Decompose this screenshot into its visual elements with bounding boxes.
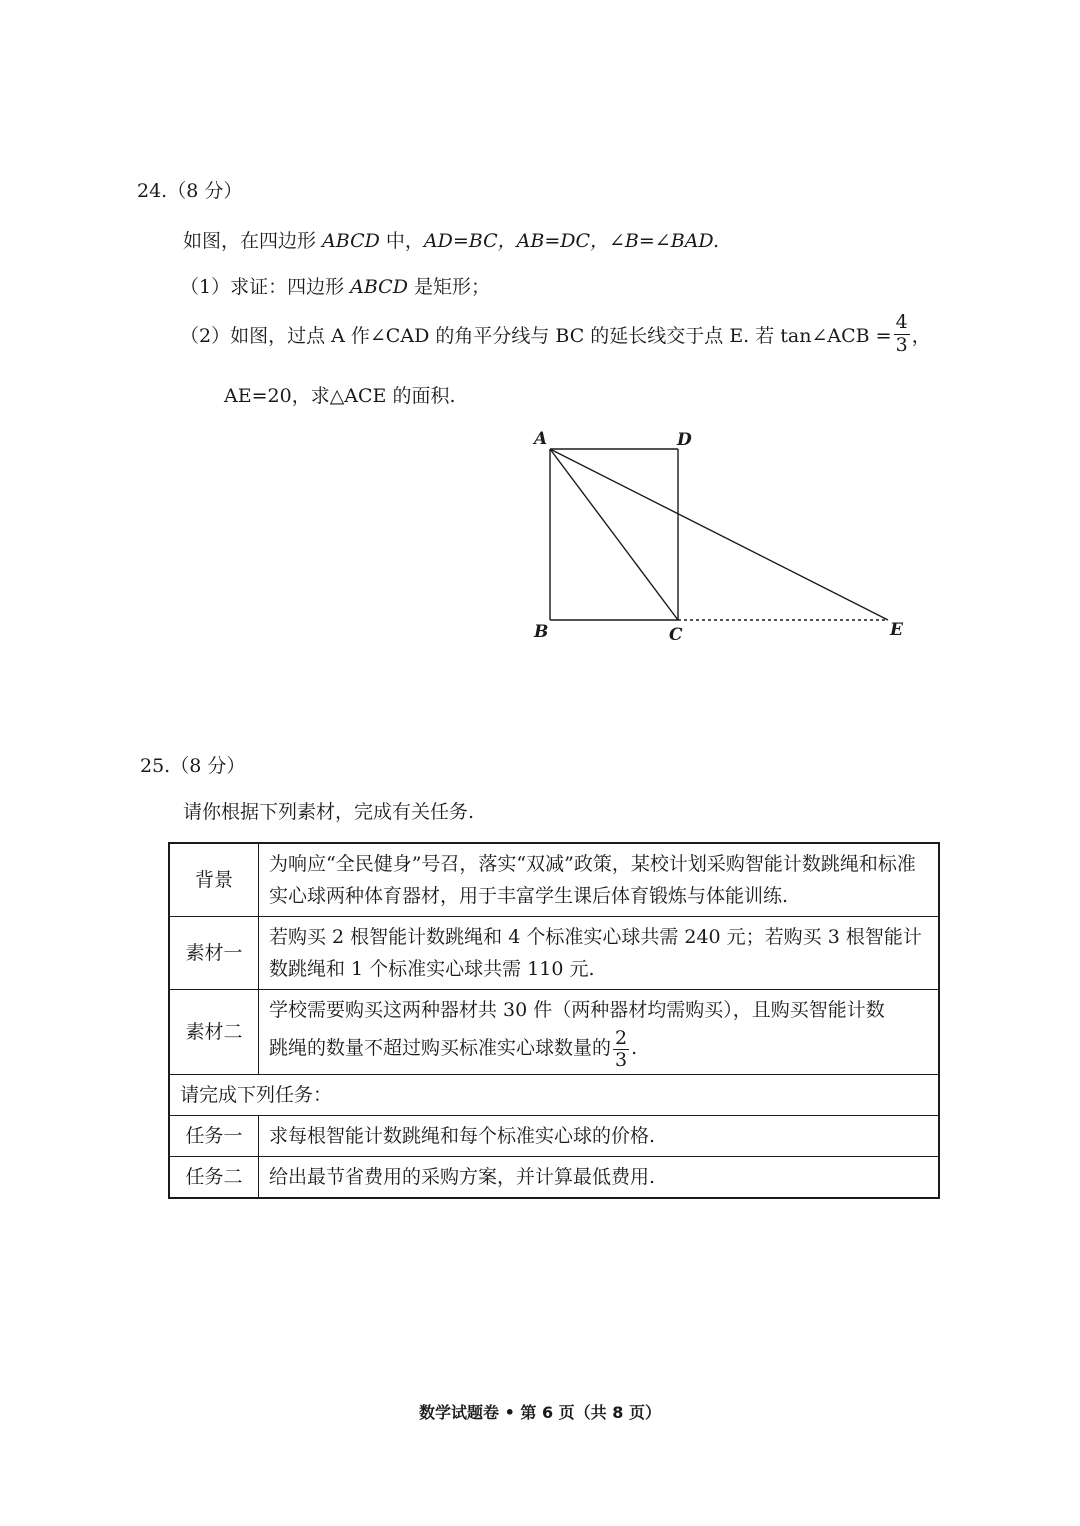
row-text: 为响应“全民健身”号召，落实“双减”政策，某校计划采购智能计数跳绳和标准实心球两种体育器材，用于丰富学生课后体育锻炼与体能训练. bbox=[259, 843, 940, 917]
table-row bbox=[169, 1116, 939, 1157]
q24-intro-prefix: 如图，在四边形 bbox=[183, 230, 323, 252]
row-text bbox=[259, 990, 940, 1075]
q24-part1-math: ABCD bbox=[350, 276, 408, 298]
label-d: D bbox=[677, 430, 692, 450]
q24-part1-prefix: （1）求证：四边形 bbox=[180, 276, 351, 298]
page-footer: 数学试题卷 • 第 6 页（共 8 页） bbox=[419, 1403, 661, 1422]
q24-part2-text: （2）如图，过点 A 作∠CAD 的角平分线与 BC 的延长线交于点 E. 若 tan∠ACB = bbox=[180, 324, 892, 347]
task-text: 求每根智能计数跳绳和每个标准实心球的价格. bbox=[259, 1116, 940, 1157]
table-row bbox=[169, 1157, 939, 1199]
ratio-fraction bbox=[613, 1028, 629, 1071]
q24-intro-mid: 中， bbox=[379, 230, 424, 252]
tan-fraction bbox=[894, 312, 910, 357]
q24-part2-comma: ， bbox=[911, 324, 931, 347]
row-label: 背景 bbox=[169, 843, 259, 917]
q24-header: 24.（8 分） bbox=[137, 180, 243, 202]
q24-part2-line2: AE=20，求△ACE 的面积. bbox=[224, 385, 456, 407]
tan-numerator: 4 bbox=[895, 311, 908, 333]
geometry-figure bbox=[520, 420, 920, 650]
q24-part1-suffix: 是矩形； bbox=[407, 276, 490, 298]
material2-line1: 学校需要购买这两种器材共 30 件（两种器材均需购买），且购买智能计数 bbox=[269, 999, 885, 1021]
q25-intro: 请你根据下列素材，完成有关任务. bbox=[183, 801, 475, 823]
segment-ac bbox=[550, 449, 678, 620]
label-c: C bbox=[669, 625, 683, 645]
ratio-numerator: 2 bbox=[615, 1026, 628, 1049]
material2-line2-end: . bbox=[631, 1037, 638, 1059]
label-b: B bbox=[534, 622, 549, 642]
q24-intro-math: ABCD bbox=[322, 230, 380, 252]
row-label: 素材一 bbox=[169, 917, 259, 990]
table-row bbox=[169, 990, 939, 1075]
table-row bbox=[169, 843, 939, 917]
segment-ae bbox=[550, 449, 888, 620]
material2-line2-text: 跳绳的数量不超过购买标准实心球数量的 bbox=[269, 1037, 612, 1059]
material2-line2 bbox=[269, 1026, 928, 1070]
label-a: A bbox=[534, 429, 548, 449]
q24-intro-conditions: AD=BC，AB=DC，∠B=∠BAD. bbox=[423, 230, 720, 252]
tan-denominator: 3 bbox=[895, 333, 908, 356]
q24-intro bbox=[183, 226, 719, 253]
table-row bbox=[169, 1075, 939, 1116]
row-label: 素材二 bbox=[169, 990, 259, 1075]
q24-part1 bbox=[180, 272, 490, 299]
task-label: 任务二 bbox=[169, 1157, 259, 1199]
label-e: E bbox=[890, 620, 903, 640]
ratio-denominator: 3 bbox=[615, 1048, 628, 1071]
task-header: 请完成下列任务： bbox=[169, 1075, 939, 1116]
materials-table bbox=[168, 842, 940, 1199]
row-text: 若购买 2 根智能计数跳绳和 4 个标准实心球共需 240 元；若购买 3 根智能计数跳绳和 1 个标准实心球共需 110 元. bbox=[259, 917, 940, 990]
q25-header: 25.（8 分） bbox=[140, 755, 246, 777]
task-label: 任务一 bbox=[169, 1116, 259, 1157]
table-row bbox=[169, 917, 939, 990]
q24-part2-line1 bbox=[180, 312, 931, 357]
task-text: 给出最节省费用的采购方案，并计算最低费用. bbox=[259, 1157, 940, 1199]
